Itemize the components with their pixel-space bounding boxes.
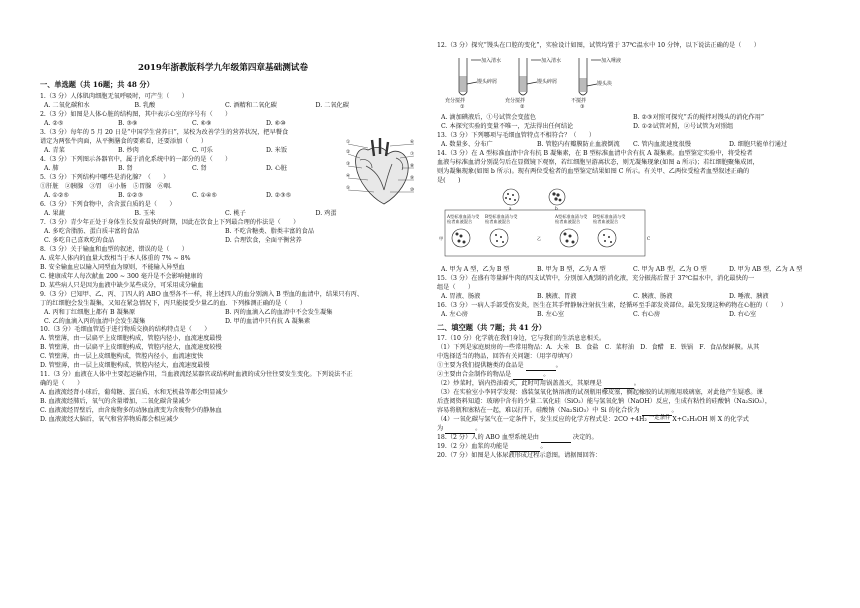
- answer-blank[interactable]: [445, 427, 475, 434]
- option-b[interactable]: B. 胰液、胃液: [537, 292, 577, 300]
- option-c[interactable]: C. ⑥⑨: [192, 119, 212, 127]
- tube-number: ②: [520, 103, 525, 110]
- equation-line: （4）一氧化碳与氢气在一定条件下，发生反应的化学方程式是：2CO +4H₂ 一定条件 X+C₂H₅OH 则 X 的化学式: [437, 415, 749, 424]
- blood-type-figure: [437, 188, 697, 260]
- figure-label: 检者血液混合: [593, 218, 619, 224]
- option-b[interactable]: B. 乳酸: [134, 101, 156, 109]
- option-b[interactable]: B. ②③对照可探究“舌的搅拌对馒头的消化作用”: [633, 113, 765, 121]
- question-2: 2.（3 分）如图是人体心脏的结构图，其中表示心室的序号有（ ） A. ②⑤ B. ③⑨ C. ⑥⑨ D. ⑥⑩: [40, 111, 340, 129]
- figure-label: B型标准血清与受: [485, 213, 518, 219]
- left-column: [40, 62, 406, 425]
- question-4: 4.（3 分）下列图示各器官中，属于消化系统中的一部分的是（ ） A. 肺 B. 肾 C. 肾 D. 心脏: [40, 156, 340, 174]
- figure-label: C: [647, 235, 651, 241]
- tube-number: ①: [460, 103, 465, 110]
- option-a[interactable]: A. ②⑤: [44, 119, 64, 127]
- figure-label: A型标准血清与受: [555, 213, 588, 219]
- option-d[interactable]: D. 甲为 AB 型，乙为 A 型: [729, 265, 803, 273]
- option-b[interactable]: B. 肾: [118, 164, 133, 172]
- document-title: 2019年浙教版科学九年级第四章基础测试卷: [137, 63, 308, 73]
- answer-blank[interactable]: [541, 436, 571, 443]
- options: [40, 102, 406, 111]
- question-3: 3.（3 分）每年的 5 月 20 日是“中国学生营养日”，某校为改善学生的营养状况，把早餐食 谱定为两张牛肉面，从平衡膳食的要素看，还要添加（ ） A. 青菜 B. 炒肉 C. 可乐 D. 米饭: [40, 129, 340, 156]
- figure-label: A型标准血清与受: [447, 213, 480, 219]
- question-9: 9.（3 分）已知甲、乙、丙、丁四人的 ABO 血型各不一样，将上述四人的血分别滴入 B 型血的血清中，结果只有丙、 丁的红细胞会发生凝集，又知在紧急情况下，丙只能接受少量乙的血．下列推测正确的是（ ） A. 丙和丁红细胞上都有 B 凝集原 B. 丙的血滴入乙的血清中不会发生凝集 C. 乙的血滴入丙的血清中会发生凝集 D. 甲的血清中只有抗 A 凝集素: [40, 291, 406, 327]
- option-c[interactable]: C. 健康成年人每次献血 200 ~ 300 毫升是不会影响健康的: [40, 272, 203, 280]
- option-d[interactable]: D. 右心室: [729, 310, 757, 318]
- option-d[interactable]: D. 二氧化碳: [315, 101, 349, 109]
- option-c[interactable]: C. 本探究实验的变量不唯一，无法得出任何结论: [441, 122, 574, 130]
- tube-number: ③: [580, 103, 585, 110]
- section-heading-single-choice: 一、单选题（共 16题；共 48 分）: [40, 80, 154, 90]
- question-19: 19.（2 分）血浆的功能是 。: [437, 442, 547, 450]
- figure-label: 乙: [537, 235, 542, 241]
- option-a[interactable]: A. 甲为 A 型，乙为 B 型: [441, 265, 510, 273]
- option-b[interactable]: B. 管腔内有瓣膜防止血液倒流: [537, 140, 620, 148]
- tube-label: 馒头碎屑: [537, 78, 558, 85]
- option-c[interactable]: C. 肾: [192, 164, 207, 172]
- figure-label: b: [555, 205, 558, 211]
- option-d[interactable]: D. 心脏: [266, 164, 288, 172]
- question-18: 18.（2 分）人的 ABO 血型系统是由 决定的。: [437, 434, 598, 441]
- question-12: 12.（3 分）探究“馒头在口腔的变化”，实验设计如图，试管均置于 37℃温水中 10 分钟，以下说法正确的是（ ） 加入清水 加入清水 加入唾液 馒头碎屑 馒头碎屑 馒头块 充分搅拌 充分搅拌 不搅拌 ① ② ③ A. 滴加碘液后，①号试管会变蓝色 B. ②③对照可探究“舌的搅拌对馒头的消化作用” C. 本探究实验的变量不唯一，无法得出任何结论 D. ①②试管对照，②号试管为对照组: [437, 42, 825, 132]
- option-a[interactable]: A. ①②⑤: [44, 191, 70, 199]
- option-c[interactable]: C. 乙的血滴入丙的血清中会发生凝集: [44, 317, 146, 325]
- option-c[interactable]: C. 血液流经胃壁后，由含废物多的动脉血液变为含废物少的静脉血: [40, 407, 222, 415]
- option-a[interactable]: A. 血液流经肾小球后，葡萄糖、蛋白质、水和无机盐等都会明显减少: [40, 389, 228, 397]
- question-16: 16.（3 分）一病人手部受伤发炎，医生在其手臂静脉注射抗生素，经循环至手部发炎部位。最先发现这种药物在心脏的（ ） A. 左心房 B. 左心室 C. 右心房 D. 右心室: [437, 302, 825, 320]
- option-b[interactable]: B. ③⑨: [118, 119, 138, 127]
- option-d[interactable]: D. ②③⑤: [266, 191, 292, 199]
- option-d[interactable]: D. 管壁薄，由一层上皮细胞构成，管腔内径大，血流速度最慢: [40, 362, 210, 370]
- option-c[interactable]: C. 胰液、肠液: [633, 292, 673, 300]
- option-d[interactable]: D. 米饭: [266, 146, 288, 154]
- question-15: 15.（3 分）在盛有等量鲜牛肉的四支试管中，分别加入配制的消化液，充分振荡后置于 37℃温水中，消化最快的一 组是（ ） A. 胃液、肠液 B. 胰液、胃液 C. 胰液、肠液 D. 唾液、胰液: [437, 275, 825, 302]
- option-c[interactable]: C. 可乐: [192, 146, 213, 154]
- right-column: [437, 42, 825, 461]
- option-b[interactable]: B. 甲为 B 型，乙为 A 型: [537, 265, 606, 273]
- tube-label: 馒头块: [597, 80, 613, 87]
- figure-label: 检者血液混合: [447, 218, 473, 224]
- option-d[interactable]: D. 细胞只能单行通过: [729, 140, 788, 148]
- figure-label: 检者血液混合: [555, 218, 581, 224]
- option-d[interactable]: D. 合理饮食，全面平衡营养: [225, 236, 302, 244]
- tube-label: 加入唾液: [601, 57, 622, 64]
- option-d[interactable]: D. 血液流经大脑后，氧气和营养物质都会相应减少: [40, 416, 179, 424]
- option-a[interactable]: A. 左心房: [441, 310, 468, 318]
- test-tube-figure: [437, 52, 622, 110]
- figure-label: B型标准血清与受: [593, 213, 626, 219]
- question-5: 5.（3 分）下列结构中哪些是消化腺？（ ） ①肝脏 ②胰腺 ③胃 ④小肠 ⑤胃腺 ⑥咽． A. ①②⑤ B. ①②③ C. ①④⑤ D. ②③⑤: [40, 174, 340, 201]
- option-c[interactable]: C. 右心房: [633, 310, 661, 318]
- heart-label: ④: [346, 174, 351, 179]
- question-8: 8.（3 分）关于输血和血型的叙述，错误的是（ ） A. 成年人体内的血量大致相当于本人体重的 7% ~ 8% B. 安全输血应以输入同型血为原则，不能输入异型血 C. 健康成年人每次献血 200 ~ 300 毫升是不会影响健康的 D. 某些病人只是因为血液中缺少某些成分，可采用成分输血: [40, 246, 406, 291]
- question-20: 20.（7 分）如图是人体尿液形成过程示意图。请据图回答：: [437, 451, 602, 459]
- option-c[interactable]: C. 管内血流速度很慢: [633, 140, 691, 148]
- option-c[interactable]: C. 酒精和二氧化碳: [225, 101, 277, 109]
- figure-label: a: [509, 205, 512, 211]
- heart-label: ③: [346, 162, 351, 167]
- tube-label: 充分搅拌: [505, 97, 526, 104]
- option-c[interactable]: C. 多吃自己喜欢吃的食品: [44, 236, 115, 244]
- option-a[interactable]: A. 青菜: [44, 146, 65, 154]
- option-d[interactable]: D. 鸡蛋: [315, 209, 337, 217]
- option-b[interactable]: B. 炒肉: [118, 146, 139, 154]
- option-b[interactable]: B. 丙的血滴入乙的血清中不会发生凝集: [225, 308, 333, 316]
- heart-label: ⑦: [410, 152, 415, 157]
- option-b[interactable]: B. 左心室: [537, 310, 565, 318]
- option-a[interactable]: A. 管壁薄，由一层扁平上皮细胞构成，管腔内径小，血流速度最慢: [40, 335, 222, 343]
- heart-label: ⑧: [410, 164, 415, 169]
- tube-label: 不搅拌: [571, 97, 587, 104]
- heart-label: ⑨: [410, 176, 415, 181]
- option-b[interactable]: B. 安全输血应以输入同型血为原则，不能输入异型血: [40, 263, 185, 271]
- option-c[interactable]: C. ①④⑤: [192, 191, 218, 199]
- option-c[interactable]: C. 甲为 AB 型，乙为 O 型: [633, 265, 707, 273]
- option-d[interactable]: D. 某些病人只是因为血液中缺少某些成分，可采用成分输血: [40, 281, 204, 289]
- figure-label: 检者血液混合: [485, 218, 511, 224]
- tube-label: 加入清水: [481, 57, 502, 64]
- option-a[interactable]: A. 成年人体内的血量大致相当于本人体重的 7% ~ 8%: [40, 254, 191, 262]
- option-d[interactable]: D. 唾液、胰液: [729, 292, 769, 300]
- question-7: 7.（3 分）青少年正处于身体生长发育最快的时期，因此在饮食上下列最合理的作法是（ ） A. 多吃含脂肪、蛋白质丰富的食品 B. 不吃含糖类、脂类丰富的食品 C. 多吃自己喜欢吃的食品 D. 合理饮食，全面平衡营养: [40, 219, 406, 246]
- figure-label: 甲: [439, 235, 444, 241]
- heart-label: ⑩: [410, 188, 415, 193]
- question-11: 11.（3 分）血液在人体中主要起运输作用，当血液流经某器官或结构时血液的成分往往要发生变化。下列说法不正 确的是（ ） A. 血液流经肾小球后，葡萄糖、蛋白质、水和无机盐等都会明显减少 B. 血液流经肺后，氧气的含量增加，二氧化碳含量减少 C. 血液流经胃壁后，由含废物多的动脉血液变为含废物少的静脉血 D. 血液流经大脑后，氧气和营养物质都会相应减少: [40, 371, 406, 425]
- option-b[interactable]: B. 血液流经肺后，氧气的含量增加，二氧化碳含量减少: [40, 398, 191, 406]
- answer-blank[interactable]: [526, 364, 556, 371]
- heart-label: ⑤: [346, 186, 351, 191]
- tube-label: 充分搅拌: [445, 97, 466, 104]
- option-a[interactable]: A. 多吃含脂肪、蛋白质丰富的食品: [44, 227, 140, 235]
- option-a[interactable]: A. 肺: [44, 164, 59, 172]
- option-b[interactable]: B. 不吃含糖类、脂类丰富的食品: [225, 227, 314, 235]
- option-a[interactable]: A. 滴加碘液后，①号试管会变蓝色: [441, 113, 537, 121]
- answer-blank[interactable]: [510, 445, 540, 452]
- option-d[interactable]: D. ①②试管对照，②号试管为对照组: [633, 122, 734, 130]
- option-a[interactable]: A. 果蔬: [44, 209, 65, 217]
- question-14: 14.（3 分）在 A 型标准血清中含有抗 B 凝集素，在 B 型标准血清中含有抗 A 凝集素。血型鉴定实验中，将受检者 血液与标准血清分别混匀后在显微镜下观察，若红细胞呈游离状态，则无凝集现象(如图 a 所示)；若红细胞聚集成团， 则为凝集现象(如图 b 所示)。现有两位受检者的血型鉴定结果如图 C 所示。有关甲、乙两位受检者血型叙述正确的 是( ) a b A型标准血清与受 B型标准血清与受 A型标准血清与受 B型标准血清与受 检者血液混合 检者血液混合 检者血液混合 检者血液混合 甲 乙 C A. 甲为 A 型，乙为 B 型 B. 甲为 B 型，乙为 A 型 C. 甲为 AB 型，乙为 O 型 D. 甲为 AB 型，乙为 A 型: [437, 150, 825, 275]
- section-heading-fill-in: 二、填空题（共 7题；共 41 分）: [437, 322, 546, 332]
- option-d[interactable]: D. ⑥⑩: [266, 119, 286, 127]
- question-13: 13.（3 分）下列哪项与毛细血管特点不相符合？（ ） A. 数量多、分布广 B. 管腔内有瓣膜防止血液倒流 C. 管内血流速度很慢 D. 细胞只能单行通过: [437, 132, 825, 150]
- question-17: 17.（10 分）化学就在我们身边，它与我们的生活息息相关。 （1）下列是家庭厨房的一些常用物品：A．大米 B．食盐 C．菜籽油 D．食醋 E．铁锅 F．食品保鲜膜。从其 中选择适当的物品，回答有关问题：（用字母填写） ①主要为我们提供糖类的食品是 。 ②主要由合金制作的物品是 。 （2）炒菜时，锅内热油着火，此时可用锅盖盖灭，其原理是 。 （3）在实验室小李同学发现：盛装氢氧化钠溶液的试剂瓶用橡皮塞，搁起橡胶的试剂瓶用玻璃塞，对此他产生疑惑。课 后查阅资料知道：玻璃中含有的少量二氧化硅（SiO₂）能与氢氧化钠（NaOH）反应，生成有粘性的硅酸钠（Na₂SiO₃）， 容易将瓶和塞粘在一起，难以打开。硅酸钠（Na₂SiO₃）中 Si 的化合价为 。 （4）一氧化碳与氢气在一定条件下，发生反应的化学方程式是：2CO +4H₂ 一定条件 X+C₂H₅OH 则 X 的化学式 为 。: [437, 335, 825, 434]
- option-d[interactable]: D. 甲的血清中只有抗 A 凝集素: [225, 317, 311, 325]
- option-b[interactable]: B. 玉米: [134, 209, 156, 217]
- heart-label: ①: [346, 140, 351, 145]
- tube-label: 加入清水: [541, 57, 562, 64]
- option-a[interactable]: A. 数量多、分布广: [441, 140, 493, 148]
- option-c[interactable]: C. 桃子: [225, 209, 246, 217]
- option-c[interactable]: C. 管壁薄，由一层上皮细胞构成，管腔内径小，血流速度快: [40, 353, 204, 361]
- question-1: 1.（3 分）人体肌肉细胞无氧呼吸时，可产生（ ） A. 二氧化碳和水 B. 乳酸 C. 酒精和二氧化碳 D. 二氧化碳: [40, 93, 406, 111]
- question-6: 6.（3 分）下列食物中，含含蛋白质的是（ ） A. 果蔬 B. 玉米 C. 桃子 D. 鸡蛋: [40, 201, 406, 219]
- option-a[interactable]: A. 丙和丁红细胞上都有 B 凝集原: [44, 308, 136, 316]
- option-a[interactable]: A. 胃液、肠液: [441, 292, 481, 300]
- option-a[interactable]: A. 二氧化碳和水: [44, 101, 90, 109]
- option-b[interactable]: B. ①②③: [118, 191, 144, 199]
- heart-label: ⑥: [410, 140, 415, 145]
- reaction-condition: 一定条件: [648, 415, 671, 422]
- option-b[interactable]: B. 管壁薄，由一层扁平上皮细胞构成，管腔内径大，血流速度较慢: [40, 344, 222, 352]
- tube-label: 馒头碎屑: [477, 78, 498, 85]
- heart-label: ②: [346, 150, 351, 155]
- question-10: 10.（3 分）毛细血管适于进行物质交换的结构特点是（ ） A. 管壁薄，由一层扁平上皮细胞构成，管腔内径小，血流速度最慢 B. 管壁薄，由一层扁平上皮细胞构成，管腔内径大，血流速度较慢 C. 管壁薄，由一层上皮细胞构成，管腔内径小，血流速度快 D. 管壁薄，由一层上皮细胞构成，管腔内径大，血流速度最慢: [40, 326, 406, 371]
- heart-diagram: [346, 136, 416, 208]
